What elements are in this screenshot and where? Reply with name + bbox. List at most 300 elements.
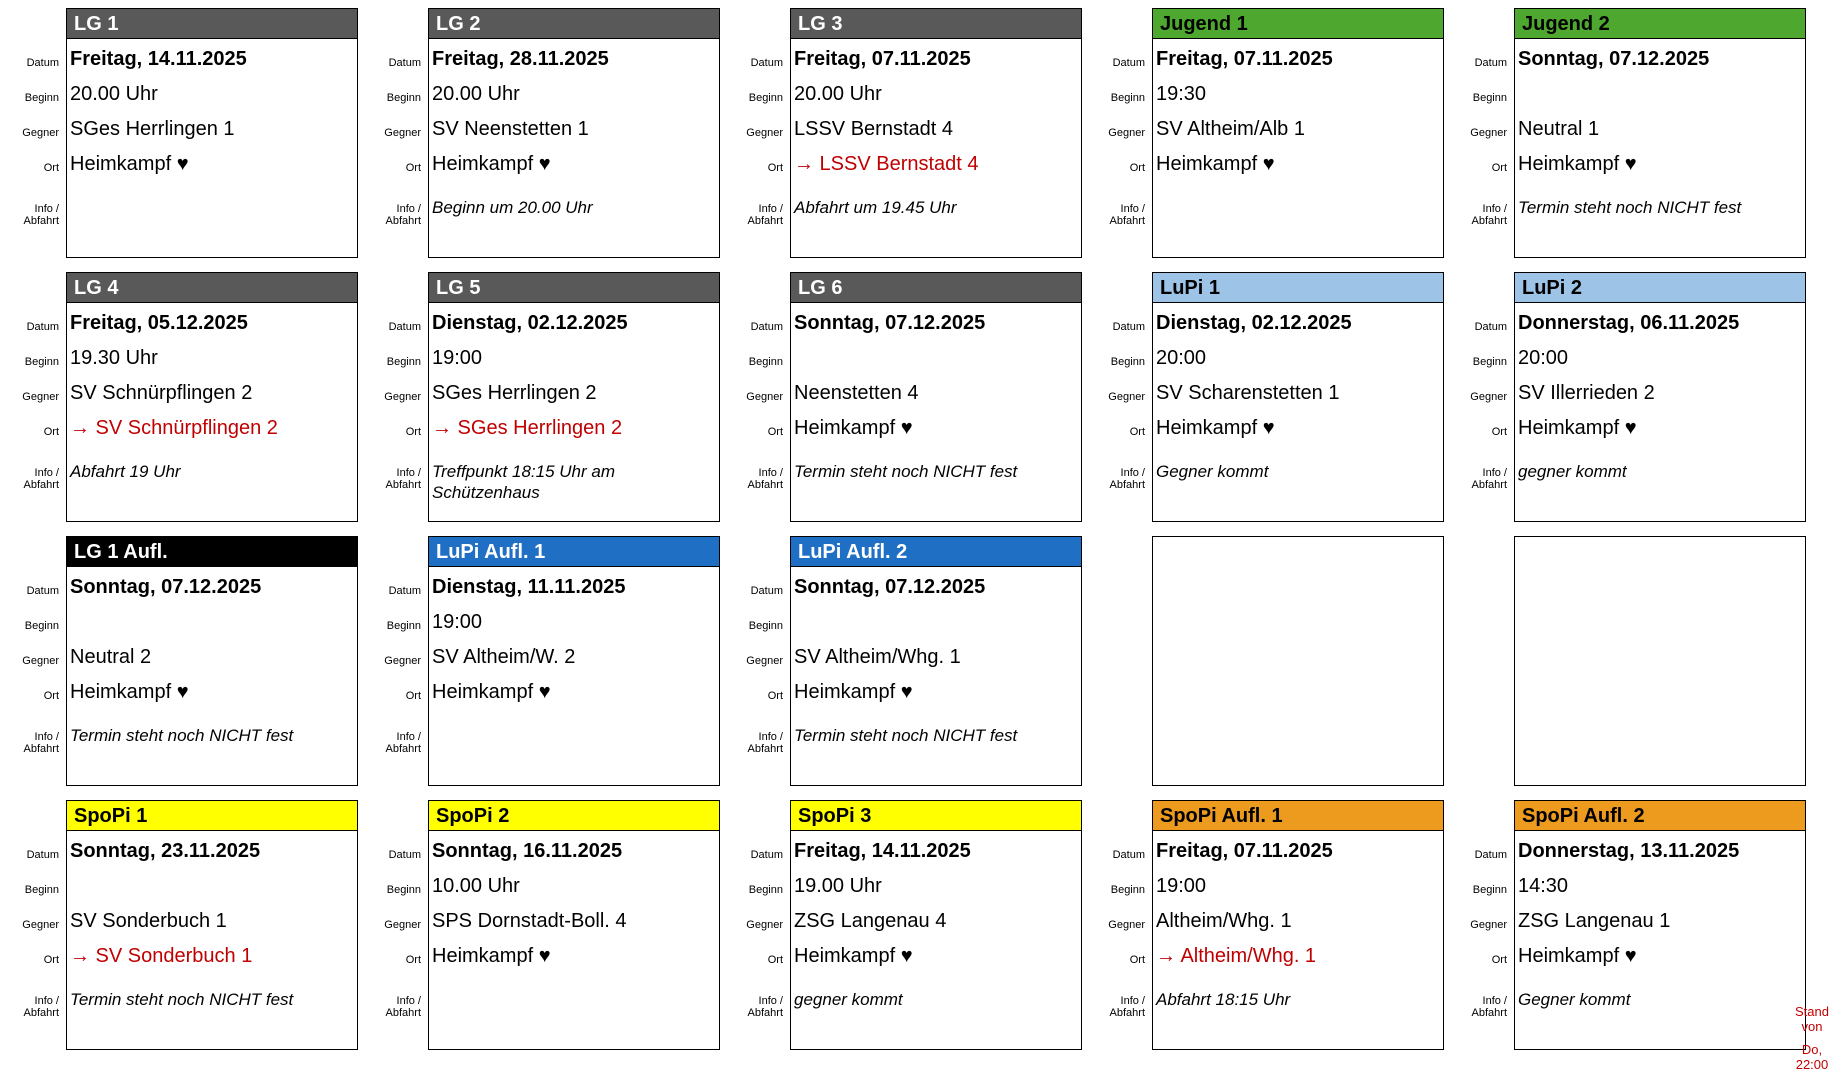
info-row — [1109, 971, 1443, 1033]
info-row-label — [1454, 189, 1511, 227]
info-row-value: Abfahrt 19 Uhr — [70, 462, 181, 481]
datum-row-value: Freitag, 07.11.2025 — [794, 48, 971, 70]
gegner-row-value: ZSG Langenau 1 — [1518, 910, 1671, 932]
datum-row-value: Freitag, 07.11.2025 — [1156, 48, 1333, 70]
info-label-line-1: Info / — [758, 467, 783, 479]
info-row — [1471, 971, 1805, 1033]
info-label-line-1: Info / — [34, 203, 59, 215]
beginn-row — [1472, 74, 1805, 109]
beginn-row-label: Beginn — [748, 92, 783, 104]
datum-row — [388, 39, 719, 74]
info-row-value: Gegner kommt — [1156, 462, 1269, 481]
card-title: LuPi 2 — [1515, 273, 1805, 303]
datum-row — [26, 303, 357, 338]
beginn-row-value: 20.00 Uhr — [70, 83, 158, 105]
ort-row-label: Ort — [1129, 162, 1145, 174]
datum-row-value: Sonntag, 07.12.2025 — [794, 312, 986, 334]
info-row-value — [63, 189, 357, 199]
info-label-line-1: Info / — [1120, 995, 1145, 1007]
datum-row — [388, 831, 719, 866]
ort-row — [1491, 408, 1805, 443]
gegner-row — [22, 901, 357, 936]
gegner-row-label: Gegner — [384, 391, 421, 403]
card-title: LuPi Aufl. 1 — [429, 537, 719, 567]
beginn-row-value: 20:00 — [1156, 347, 1207, 369]
ort-row — [1129, 936, 1443, 971]
beginn-row — [748, 866, 1081, 901]
info-row-label — [730, 453, 787, 491]
datum-row — [26, 831, 357, 866]
ort-row-label: Ort — [43, 954, 59, 966]
datum-row — [750, 303, 1081, 338]
gegner-row-label: Gegner — [1470, 127, 1507, 139]
info-label-line-2: Abfahrt — [1471, 215, 1507, 227]
datum-row — [750, 39, 1081, 74]
beginn-row — [24, 602, 357, 637]
match-card[interactable] — [384, 800, 720, 1050]
info-row — [747, 707, 1081, 769]
beginn-row — [1472, 866, 1805, 901]
match-card[interactable] — [1108, 800, 1444, 1050]
info-label-line-2: Abfahrt — [23, 215, 59, 227]
info-row — [1109, 179, 1443, 241]
ort-row-label: Ort — [43, 426, 59, 438]
gegner-row-label: Gegner — [746, 127, 783, 139]
datum-row-label: Datum — [1474, 321, 1507, 333]
info-row — [747, 443, 1081, 505]
beginn-row-label: Beginn — [386, 884, 421, 896]
gegner-row-value: SV Illerrieden 2 — [1518, 382, 1655, 404]
ort-row-value: → LSSV Bernstadt 4 — [794, 153, 979, 175]
info-row — [747, 971, 1081, 1033]
beginn-row-label: Beginn — [1110, 92, 1145, 104]
datum-row-label: Datum — [388, 585, 421, 597]
datum-row — [388, 303, 719, 338]
ort-row — [1129, 144, 1443, 179]
datum-row-value: Sonntag, 16.11.2025 — [432, 840, 623, 862]
info-label-line-1: Info / — [1482, 995, 1507, 1007]
ort-row-label: Ort — [43, 162, 59, 174]
datum-row — [1474, 39, 1805, 74]
match-card[interactable] — [1108, 8, 1444, 258]
stand-note — [1783, 1004, 1841, 1072]
beginn-row-label: Beginn — [24, 884, 59, 896]
beginn-row-label: Beginn — [386, 92, 421, 104]
beginn-row-label: Beginn — [1110, 884, 1145, 896]
info-row-label — [6, 453, 63, 491]
ort-row-value: → SV Schnürpflingen 2 — [70, 417, 278, 439]
info-row-value: Termin steht noch NICHT fest — [1518, 198, 1742, 217]
info-row-value: Gegner kommt — [1518, 990, 1631, 1009]
ort-row-label: Ort — [767, 426, 783, 438]
stand-line-4: 22:00 — [1795, 1057, 1829, 1072]
info-label-line-2: Abfahrt — [1109, 1007, 1145, 1019]
beginn-row-label: Beginn — [1472, 884, 1507, 896]
info-row — [385, 179, 719, 241]
beginn-row-value: 19.30 Uhr — [70, 347, 158, 369]
gegner-row-label: Gegner — [22, 127, 59, 139]
info-row-label — [368, 717, 425, 755]
info-label-line-2: Abfahrt — [23, 743, 59, 755]
ort-row-label: Ort — [1491, 162, 1507, 174]
match-card[interactable] — [1470, 8, 1806, 258]
empty-card — [1152, 536, 1444, 786]
gegner-row-value: Neenstetten 4 — [794, 382, 919, 404]
ort-row-value: Heimkampf ♥ — [1518, 417, 1637, 439]
gegner-row — [384, 109, 719, 144]
ort-row — [405, 144, 719, 179]
info-row-value: Termin steht noch NICHT fest — [70, 990, 294, 1009]
gegner-row — [746, 637, 1081, 672]
beginn-row — [386, 866, 719, 901]
gegner-row — [1470, 373, 1805, 408]
datum-row-value: Freitag, 28.11.2025 — [432, 48, 609, 70]
info-label-line-2: Abfahrt — [747, 743, 783, 755]
beginn-row-value: 19:00 — [1156, 875, 1207, 897]
info-label-line-1: Info / — [1482, 467, 1507, 479]
ort-row-value: Heimkampf ♥ — [794, 417, 913, 439]
gegner-row — [22, 373, 357, 408]
info-row — [747, 179, 1081, 241]
ort-row-label: Ort — [1491, 426, 1507, 438]
gegner-row — [746, 373, 1081, 408]
match-card[interactable] — [1470, 272, 1806, 522]
beginn-row-value: 20:00 — [1518, 347, 1569, 369]
datum-row — [1474, 303, 1805, 338]
gegner-row-label: Gegner — [746, 391, 783, 403]
datum-row-value: Sonntag, 23.11.2025 — [70, 840, 261, 862]
gegner-row-label: Gegner — [1108, 391, 1145, 403]
info-label-line-2: Abfahrt — [1109, 479, 1145, 491]
match-card[interactable] — [384, 272, 720, 522]
info-label-line-2: Abfahrt — [385, 215, 421, 227]
datum-row-value: Dienstag, 11.11.2025 — [432, 576, 626, 598]
beginn-row-label: Beginn — [1472, 356, 1507, 368]
gegner-row-label: Gegner — [22, 655, 59, 667]
info-row — [1109, 443, 1443, 505]
ort-row-label: Ort — [1129, 426, 1145, 438]
gegner-row — [746, 109, 1081, 144]
stand-line-3: Do, — [1801, 1042, 1823, 1057]
card-title: LuPi 1 — [1153, 273, 1443, 303]
ort-row-label: Ort — [1491, 954, 1507, 966]
beginn-row — [386, 74, 719, 109]
ort-row-value: Heimkampf ♥ — [794, 681, 913, 703]
info-label-line-1: Info / — [34, 467, 59, 479]
info-label-line-1: Info / — [1482, 203, 1507, 215]
ort-row-label: Ort — [405, 690, 421, 702]
match-card[interactable] — [22, 272, 358, 522]
datum-row-value: Dienstag, 02.12.2025 — [1156, 312, 1352, 334]
info-row-label — [1092, 453, 1149, 491]
ort-row-label: Ort — [405, 162, 421, 174]
beginn-row — [1110, 338, 1443, 373]
datum-row-label: Datum — [26, 849, 59, 861]
card-title: LG 6 — [791, 273, 1081, 303]
beginn-row — [24, 74, 357, 109]
card-title: Jugend 2 — [1515, 9, 1805, 39]
datum-row — [1112, 303, 1443, 338]
match-card-cell — [1510, 536, 1843, 798]
ort-row-label: Ort — [1129, 954, 1145, 966]
datum-row-label: Datum — [750, 585, 783, 597]
info-label-line-1: Info / — [396, 995, 421, 1007]
info-label-line-2: Abfahrt — [747, 479, 783, 491]
datum-row — [1474, 831, 1805, 866]
match-card[interactable] — [746, 536, 1082, 786]
info-row-label — [730, 189, 787, 227]
match-card[interactable] — [22, 8, 358, 258]
gegner-row-value: SV Sonderbuch 1 — [70, 910, 227, 932]
card-title: SpoPi Aufl. 2 — [1515, 801, 1805, 831]
gegner-row-value: LSSV Bernstadt 4 — [794, 118, 953, 140]
ort-row-value: → Altheim/Whg. 1 — [1156, 945, 1317, 967]
info-row-value: Abfahrt 18:15 Uhr — [1156, 990, 1291, 1009]
ort-row — [1491, 144, 1805, 179]
match-card-cell — [1148, 536, 1508, 798]
ort-row-label: Ort — [43, 690, 59, 702]
info-row — [23, 971, 357, 1033]
info-row-label — [730, 981, 787, 1019]
info-label-line-1: Info / — [1120, 203, 1145, 215]
ort-row — [1491, 936, 1805, 971]
datum-row-label: Datum — [26, 585, 59, 597]
beginn-row — [386, 602, 719, 637]
beginn-row — [748, 602, 1081, 637]
card-title: LG 4 — [67, 273, 357, 303]
ort-row-label: Ort — [767, 954, 783, 966]
gegner-row-label: Gegner — [1470, 391, 1507, 403]
beginn-row-label: Beginn — [24, 92, 59, 104]
beginn-row-value: 20.00 Uhr — [432, 83, 520, 105]
ort-row-label: Ort — [767, 690, 783, 702]
card-title: LG 3 — [791, 9, 1081, 39]
datum-row-value: Freitag, 07.11.2025 — [1156, 840, 1333, 862]
ort-row-label: Ort — [767, 162, 783, 174]
gegner-row-value: SV Neenstetten 1 — [432, 118, 589, 140]
match-card[interactable] — [384, 536, 720, 786]
info-label-line-1: Info / — [34, 731, 59, 743]
ort-row-value: Heimkampf ♥ — [1518, 153, 1637, 175]
card-title: SpoPi Aufl. 1 — [1153, 801, 1443, 831]
match-card[interactable] — [746, 800, 1082, 1050]
gegner-row-value: SV Scharenstetten 1 — [1156, 382, 1340, 404]
info-row-label — [1092, 189, 1149, 227]
datum-row-value: Freitag, 05.12.2025 — [70, 312, 248, 334]
info-row-value: Termin steht noch NICHT fest — [70, 726, 294, 745]
match-card[interactable] — [1470, 800, 1806, 1050]
datum-row-label: Datum — [1474, 57, 1507, 69]
info-row-value: gegner kommt — [794, 990, 903, 1009]
card-title: LG 5 — [429, 273, 719, 303]
datum-row — [26, 567, 357, 602]
card-title: SpoPi 1 — [67, 801, 357, 831]
beginn-row-value: 14:30 — [1518, 875, 1569, 897]
datum-row — [26, 39, 357, 74]
gegner-row — [1108, 109, 1443, 144]
datum-row — [1112, 39, 1443, 74]
match-card[interactable] — [746, 272, 1082, 522]
info-row-value — [425, 981, 719, 991]
datum-row — [1112, 831, 1443, 866]
beginn-row — [1110, 74, 1443, 109]
datum-row-value: Dienstag, 02.12.2025 — [432, 312, 628, 334]
info-row — [23, 707, 357, 769]
info-label-line-1: Info / — [396, 467, 421, 479]
datum-row-value: Sonntag, 07.12.2025 — [1518, 48, 1710, 70]
beginn-row-label: Beginn — [386, 356, 421, 368]
card-title: LG 1 Aufl. — [67, 537, 357, 567]
datum-row-value: Freitag, 14.11.2025 — [794, 840, 971, 862]
info-row-value: Termin steht noch NICHT fest — [794, 726, 1018, 745]
info-row-label — [6, 981, 63, 1019]
datum-row-value: Sonntag, 07.12.2025 — [70, 576, 262, 598]
gegner-row-label: Gegner — [22, 391, 59, 403]
beginn-row — [748, 74, 1081, 109]
gegner-row-value: SGes Herrlingen 2 — [432, 382, 597, 404]
card-title: SpoPi 3 — [791, 801, 1081, 831]
card-title: Jugend 1 — [1153, 9, 1443, 39]
gegner-row — [384, 373, 719, 408]
ort-row-value: → SGes Herrlingen 2 — [432, 417, 623, 439]
ort-row-value: Heimkampf ♥ — [794, 945, 913, 967]
gegner-row-value: SV Altheim/W. 2 — [432, 646, 576, 668]
datum-row-label: Datum — [750, 321, 783, 333]
info-row-label — [1092, 981, 1149, 1019]
beginn-row — [1110, 866, 1443, 901]
ort-row — [43, 144, 357, 179]
card-title: SpoPi 2 — [429, 801, 719, 831]
ort-row-value: Heimkampf ♥ — [432, 945, 551, 967]
empty-card — [1514, 536, 1806, 786]
beginn-row-label: Beginn — [24, 620, 59, 632]
match-card[interactable] — [746, 8, 1082, 258]
datum-row — [388, 567, 719, 602]
match-card-cell — [746, 536, 1146, 798]
beginn-row-label: Beginn — [748, 884, 783, 896]
match-card-cell — [1470, 272, 1843, 534]
ort-row — [767, 672, 1081, 707]
gegner-row-value: SV Altheim/Alb 1 — [1156, 118, 1305, 140]
info-row — [1471, 443, 1805, 505]
beginn-row-label: Beginn — [386, 620, 421, 632]
ort-row-value: Heimkampf ♥ — [70, 153, 189, 175]
info-row-value: Beginn um 20.00 Uhr — [432, 198, 593, 217]
datum-row-label: Datum — [1112, 57, 1145, 69]
ort-row-label: Ort — [405, 954, 421, 966]
gegner-row — [1108, 373, 1443, 408]
ort-row-value: Heimkampf ♥ — [1156, 153, 1275, 175]
datum-row-label: Datum — [750, 849, 783, 861]
info-label-line-1: Info / — [758, 731, 783, 743]
beginn-row-label: Beginn — [1472, 92, 1507, 104]
stand-line-2: von — [1801, 1019, 1823, 1034]
gegner-row — [384, 637, 719, 672]
datum-row-label: Datum — [1112, 321, 1145, 333]
match-card-grid — [22, 8, 1843, 1062]
beginn-row — [748, 338, 1081, 373]
info-label-line-1: Info / — [1120, 467, 1145, 479]
gegner-row — [384, 901, 719, 936]
gegner-row-value: SGes Herrlingen 1 — [70, 118, 235, 140]
beginn-row-label: Beginn — [748, 620, 783, 632]
info-label-line-2: Abfahrt — [747, 215, 783, 227]
info-row-label — [368, 189, 425, 227]
stand-line-1: Stand — [1795, 1004, 1829, 1019]
gegner-row-value: SV Schnürpflingen 2 — [70, 382, 253, 404]
datum-row — [750, 567, 1081, 602]
gegner-row-label: Gegner — [22, 919, 59, 931]
ort-row — [767, 144, 1081, 179]
info-row-label — [6, 189, 63, 227]
datum-row-label: Datum — [26, 57, 59, 69]
gegner-row-label: Gegner — [1470, 919, 1507, 931]
match-card[interactable] — [22, 536, 358, 786]
ort-row — [405, 672, 719, 707]
info-row — [385, 971, 719, 1033]
ort-row — [405, 936, 719, 971]
datum-row-label: Datum — [1474, 849, 1507, 861]
beginn-row — [24, 866, 357, 901]
beginn-row-value: 19:00 — [432, 611, 483, 633]
info-label-line-2: Abfahrt — [23, 1007, 59, 1019]
info-label-line-2: Abfahrt — [385, 743, 421, 755]
info-row — [385, 707, 719, 769]
info-row — [385, 443, 719, 505]
datum-row-label: Datum — [388, 849, 421, 861]
info-row — [23, 443, 357, 505]
info-label-line-1: Info / — [396, 203, 421, 215]
datum-row-label: Datum — [388, 57, 421, 69]
match-card[interactable] — [384, 8, 720, 258]
gegner-row-label: Gegner — [746, 655, 783, 667]
ort-row — [43, 408, 357, 443]
datum-row-label: Datum — [388, 321, 421, 333]
gegner-row-label: Gegner — [384, 655, 421, 667]
info-label-line-2: Abfahrt — [23, 479, 59, 491]
beginn-row-value: 10.00 Uhr — [432, 875, 520, 897]
gegner-row-label: Gegner — [384, 127, 421, 139]
ort-row-value: Heimkampf ♥ — [1518, 945, 1637, 967]
ort-row — [767, 936, 1081, 971]
info-label-line-1: Info / — [758, 995, 783, 1007]
info-row-value: Abfahrt um 19.45 Uhr — [794, 198, 957, 217]
info-row-value: gegner kommt — [1518, 462, 1627, 481]
datum-row-value: Sonntag, 07.12.2025 — [794, 576, 986, 598]
info-label-line-1: Info / — [34, 995, 59, 1007]
beginn-row-label: Beginn — [24, 356, 59, 368]
datum-row-label: Datum — [750, 57, 783, 69]
match-card[interactable] — [22, 800, 358, 1050]
info-row-label — [1454, 981, 1511, 1019]
ort-row-value: Heimkampf ♥ — [432, 153, 551, 175]
info-row-label — [730, 717, 787, 755]
card-title: LG 2 — [429, 9, 719, 39]
info-label-line-2: Abfahrt — [1471, 479, 1507, 491]
beginn-row-label: Beginn — [748, 356, 783, 368]
match-card[interactable] — [1108, 272, 1444, 522]
info-row — [1471, 179, 1805, 241]
ort-row-value: Heimkampf ♥ — [1156, 417, 1275, 439]
info-row-label — [368, 453, 425, 491]
info-row-label — [1454, 453, 1511, 491]
beginn-row — [1472, 338, 1805, 373]
beginn-row-value: 20.00 Uhr — [794, 83, 882, 105]
gegner-row-label: Gegner — [1108, 919, 1145, 931]
ort-row-label: Ort — [405, 426, 421, 438]
gegner-row — [1108, 901, 1443, 936]
beginn-row-value: 19:00 — [432, 347, 483, 369]
